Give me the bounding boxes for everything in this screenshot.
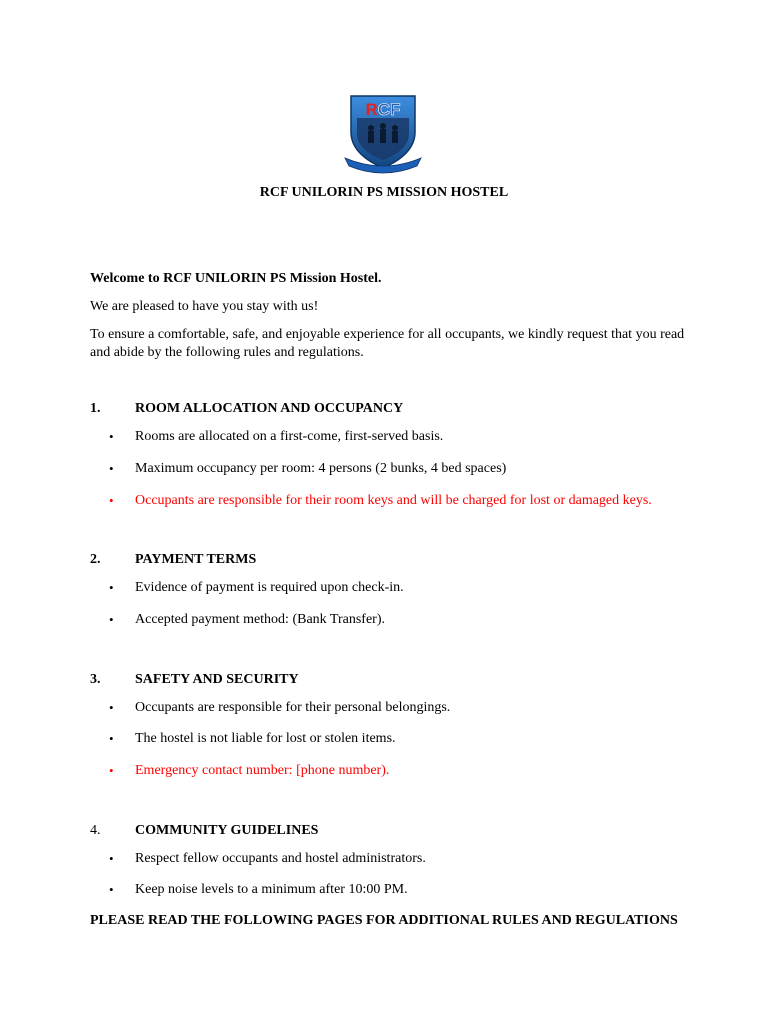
list-item-text: Emergency contact number: [phone number). (135, 763, 390, 778)
list-item (109, 699, 729, 717)
bullet-icon: • (109, 429, 114, 444)
bullet-icon: • (109, 882, 114, 897)
logo-letter-r: R (365, 100, 378, 119)
list-item-text: Accepted payment method: (Bank Transfer). (135, 612, 385, 627)
footer-note: PLEASE READ THE FOLLOWING PAGES FOR ADDITIONAL RULES AND REGULATIONS (90, 913, 678, 928)
list-item-text: Maximum occupancy per room: 4 persons (2 bunks, 4 bed spaces) (135, 461, 507, 476)
list-item (109, 881, 729, 899)
list-item (109, 579, 729, 597)
bullet-icon: • (109, 580, 114, 595)
bullet-icon: • (109, 612, 114, 627)
pleased-line: We are pleased to have you stay with us! (90, 299, 319, 314)
list-item-text: The hostel is not liable for lost or stolen items. (135, 731, 396, 746)
list-item-text: Occupants are responsible for their room keys and will be charged for lost or damaged keys. (135, 493, 652, 508)
section-title: SAFETY AND SECURITY (135, 672, 299, 687)
list-item (109, 850, 729, 868)
bullet-icon: • (109, 493, 114, 508)
section-title: ROOM ALLOCATION AND OCCUPANCY (135, 401, 404, 416)
list-item-text: Occupants are responsible for their personal belongings. (135, 700, 451, 715)
bullet-icon: • (109, 851, 114, 866)
intro-paragraph: To ensure a comfortable, safe, and enjoyable experience for all occupants, we kindly request that you read and abide by the following rules and regulations. (90, 327, 685, 360)
hostel-title: RCF UNILORIN PS MISSION HOSTEL (259, 185, 509, 200)
bullet-icon: • (109, 731, 114, 746)
list-item (109, 611, 729, 629)
section-title: PAYMENT TERMS (135, 552, 257, 567)
list-item-highlighted (109, 492, 729, 510)
logo-letters-cf: CF (377, 100, 401, 119)
list-item (109, 730, 729, 748)
section-number: 4. (90, 823, 101, 838)
list-item-text: Respect fellow occupants and hostel administrators. (135, 851, 426, 866)
list-item-text: Evidence of payment is required upon check-in. (135, 580, 404, 595)
list-item (109, 460, 729, 478)
svg-text:RCF (366, 100, 401, 119)
rcf-logo (343, 92, 423, 174)
list-item (109, 428, 729, 446)
section-number: 1. (90, 401, 101, 416)
section-number: 3. (90, 672, 101, 687)
bullet-icon: • (109, 763, 114, 778)
bullet-icon: • (109, 461, 114, 476)
bullet-icon: • (109, 700, 114, 715)
welcome-heading: Welcome to RCF UNILORIN PS Mission Hostel. (90, 271, 382, 286)
list-item-text: Rooms are allocated on a first-come, first-served basis. (135, 429, 444, 444)
section-number: 2. (90, 552, 101, 567)
list-item-highlighted (109, 762, 729, 780)
section-title: COMMUNITY GUIDELINES (135, 823, 319, 838)
list-item-text: Keep noise levels to a minimum after 10:00 PM. (135, 882, 408, 897)
